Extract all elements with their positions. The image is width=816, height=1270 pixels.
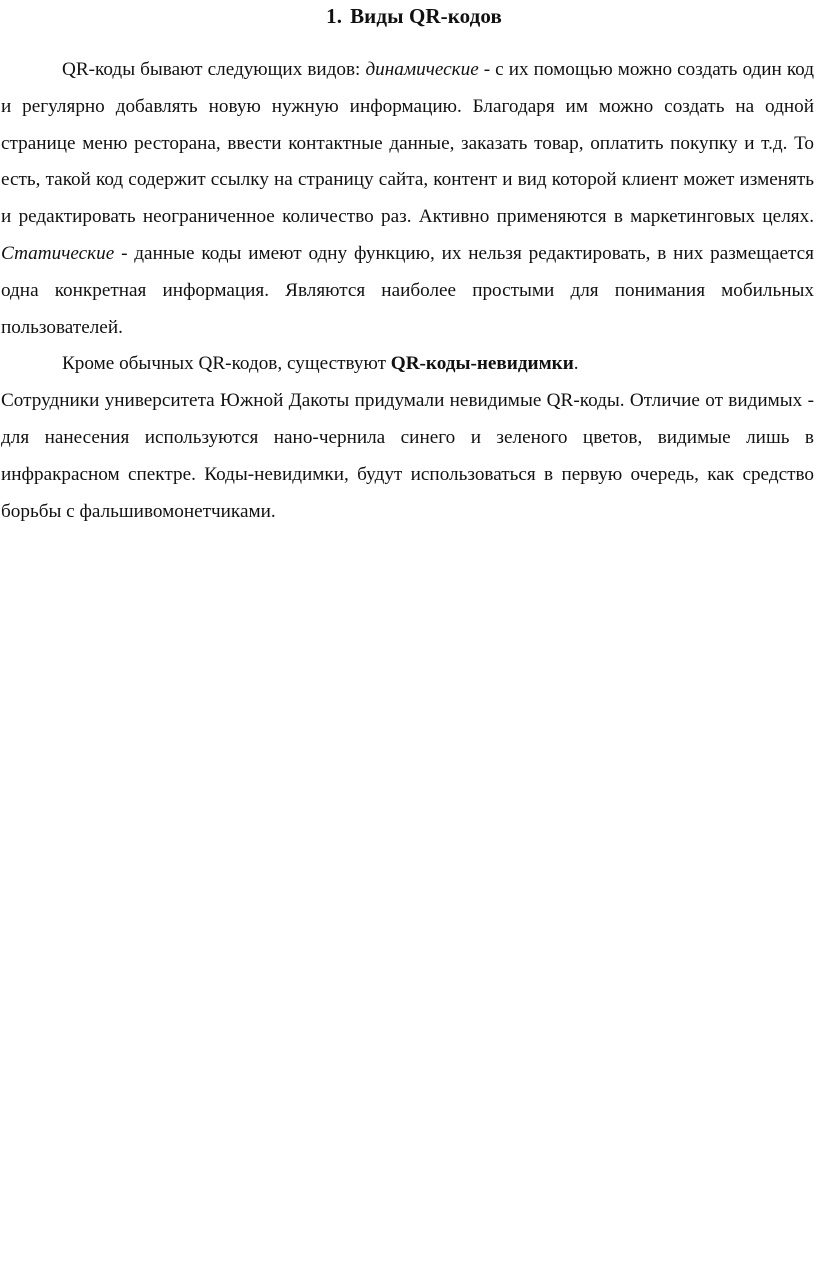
paragraph-invisible-intro [1, 346, 814, 383]
paragraph-south-dakota: Сотрудники университета Южной Дакоты придумали невидимые QR-коды. Отличие от видимых - для нанесения используются нано-чернила синего и зеленого цветов, видимые лишь в инфракрасном спектре. Коды-невидимки, будут использоваться в первую очередь, как средство борьбы с фальшивомонетчиками. [1, 390, 814, 522]
section-heading [0, 2, 816, 30]
p2-text-1: Кроме обычных QR-кодов, существуют [62, 353, 391, 375]
heading-number: 1. [326, 4, 343, 28]
p2-bold-invisible: QR-коды-невидимки [390, 353, 574, 375]
heading-title: Виды QR-кодов [350, 4, 502, 28]
p1-italic-dynamic: динамические [365, 59, 479, 80]
document-body [1, 52, 814, 530]
p1-text-2: - с их помощью можно создать один код и регулярно добавлять новую нужную информацию. Благодаря им можно создать на одной странице меню ресторана, ввести контактные данные, заказать товар, оплатить покупку и т.д. То есть, такой код содержит ссылку на страницу сайта, контент и вид которой клиент может изменять и редактировать неограниченное количество раз. Активно применяются в маркетинговых целях. [1, 59, 814, 228]
p1-text-3: - данные коды имеют одну функцию, их нельзя редактировать, в них размещается одна конкретная информация. Являются наиболее простыми для понимания мобильных пользователей. [1, 242, 814, 338]
p1-italic-static: Статические [1, 242, 115, 264]
p1-text-1: QR-коды бывают следующих видов: [62, 59, 366, 80]
paragraph-qr-types [1, 52, 814, 346]
p2-text-2: . [573, 353, 579, 375]
